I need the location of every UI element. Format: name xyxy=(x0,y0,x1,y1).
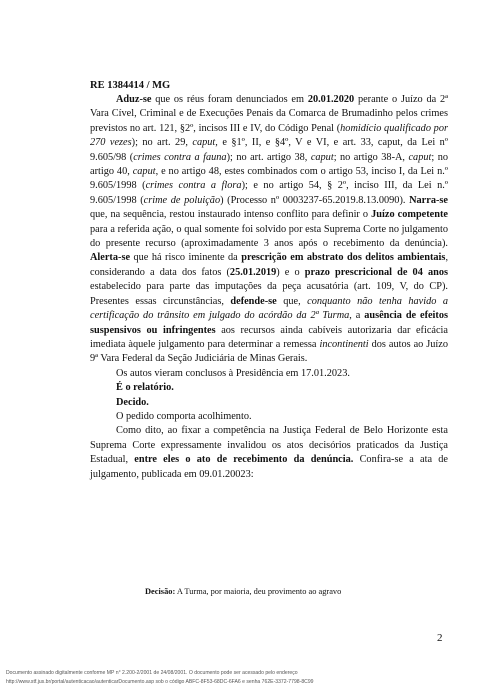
citation-label: Decisão: xyxy=(145,587,176,596)
text-run: que, xyxy=(276,295,308,307)
bold-text-run: ausência de efeitos suspensivos ou infringentes xyxy=(90,310,449,336)
text-run: , a xyxy=(349,310,365,322)
italic-text-run: incontinenti xyxy=(319,338,369,350)
text-run: O pedido comporta acolhimento. xyxy=(116,410,252,422)
bold-text-run: defende-se xyxy=(230,295,277,307)
italic-text-run: crime de poluição xyxy=(143,194,221,206)
digital-signature-footer xyxy=(6,669,486,686)
italic-text-run: crimes contra a flora xyxy=(145,180,242,192)
body-paragraph xyxy=(90,367,448,381)
text-run: ; no artigo 40, xyxy=(90,151,448,178)
text-run: que há risco iminente da xyxy=(130,252,242,264)
bold-text-run: É o relatório. xyxy=(116,382,174,394)
bold-text-run: prazo prescricional de 04 anos xyxy=(304,266,448,278)
text-run: estabelecido para parte das imputações da peça acusatória (art. 109, V, do CP). Presentes essas circunstâncias, xyxy=(90,281,448,307)
judgment-minutes-quote xyxy=(145,586,448,597)
bold-text-run: Juízo competente xyxy=(371,209,448,221)
body-paragraph xyxy=(90,396,448,410)
process-number-title: RE 1384414 / MG xyxy=(90,80,171,91)
text-run: ); e no artigo 54, § 2º, inciso III, da Lei n.º 9.605/1998 ( xyxy=(90,180,448,206)
text-run: que, na sequência, restou instaurado intenso conflito para definir o xyxy=(90,209,372,221)
bold-text-run: 25.01.2019 xyxy=(229,266,277,278)
italic-text-run: homidício qualificado por 270 vezes xyxy=(90,122,448,149)
bold-text-run: Decido. xyxy=(116,396,149,408)
text-run: ); no art. artigo 38, xyxy=(226,151,311,163)
body-paragraph xyxy=(90,381,448,395)
text-run: ) e o xyxy=(276,266,305,278)
body-paragraph xyxy=(90,424,448,482)
bold-text-run: prescrição em abstrato dos delitos ambientais xyxy=(241,252,446,264)
body-paragraph xyxy=(90,93,448,367)
bold-text-run: entre eles o ato de recebimento da denúncia. xyxy=(134,454,354,466)
text-run: dos autos ao Juízo 9ª Vara Federal da Seção Judiciária de Minas Gerais. xyxy=(90,338,448,365)
italic-text-run: caput xyxy=(192,137,216,149)
footer-verification-url: http://www.stf.jus.br/portal/autenticacao/autenticarDocumento.asp sob o código ABFC-8F53-68DC-6FA6 e senha 762E-3372-7798-8C99 xyxy=(6,678,314,685)
page-number: 2 xyxy=(437,632,443,644)
text-run: Os autos vieram conclusos à Presidência em 17.01.2023. xyxy=(116,367,350,379)
citation-text: A Turma, por maioria, deu provimento ao agravo xyxy=(175,587,342,596)
bold-text-run: Alerta-se xyxy=(90,252,131,264)
text-run: para a referida ação, o qual somente foi solvido por esta Suprema Corte no julgamento do presente recurso (aproximadamente 3 anos após o recebimento da denúncia). xyxy=(90,223,448,250)
decision-body xyxy=(90,93,448,482)
text-run: ) (Processo nº 0003237-65.2019.8.13.0090). xyxy=(220,194,410,206)
italic-text-run: conquanto não tenha havido a certificação do trânsito em julgado do acórdão da 2ª Turma xyxy=(90,295,449,322)
italic-text-run: crimes contra a fauna xyxy=(133,151,227,163)
footer-signature-notice: Documento assinado digitalmente conforme MP n° 2.200-2/2001 de 24/08/2001. O documento pode ser acessado pelo endereço xyxy=(6,670,298,676)
italic-text-run: caput xyxy=(408,151,432,163)
text-run: aos recursos ainda cabíveis autorizaria dar eficácia imediata àquele julgamento para determinar a remessa xyxy=(90,324,448,350)
text-run: que os réus foram denunciados em xyxy=(151,94,308,105)
text-run: ); no art. 29, xyxy=(131,137,193,149)
bold-text-run: Aduz-se xyxy=(116,94,152,105)
italic-text-run: caput xyxy=(310,151,334,163)
body-paragraph xyxy=(90,410,448,424)
text-run: , e no artigo 48, estes combinados com o artigo 53, inciso I, da Lei n.º 9.605/1998 ( xyxy=(90,166,448,192)
bold-text-run: 20.01.2020 xyxy=(307,94,355,105)
italic-text-run: caput xyxy=(132,166,156,178)
text-run: Como dito, ao fixar a competência na Justiça Federal de Belo Horizonte esta Suprema Corte expressamente invalidou os atos decisórios praticados da Justiça Estadual, xyxy=(90,425,448,466)
text-run: , considerando a data dos fatos ( xyxy=(90,252,449,278)
text-run: perante o Juízo da 2ª Vara Cível, Criminal e de Execuções Penais da Comarca de Brumadinho pelos crimes previstos no art. 121, §2º, incisos III e IV, do Código Penal ( xyxy=(90,94,448,134)
text-run: , e §1º, II, e §4º, V e VI, e art. 33, caput, da Lei nº 9.605/98 ( xyxy=(90,137,448,163)
bold-text-run: Narra-se xyxy=(409,194,448,206)
text-run: Confira-se a ata de julgamento, publicada em 09.01.20023: xyxy=(90,454,448,480)
text-run: ; no artigo 38-A, xyxy=(333,151,409,163)
